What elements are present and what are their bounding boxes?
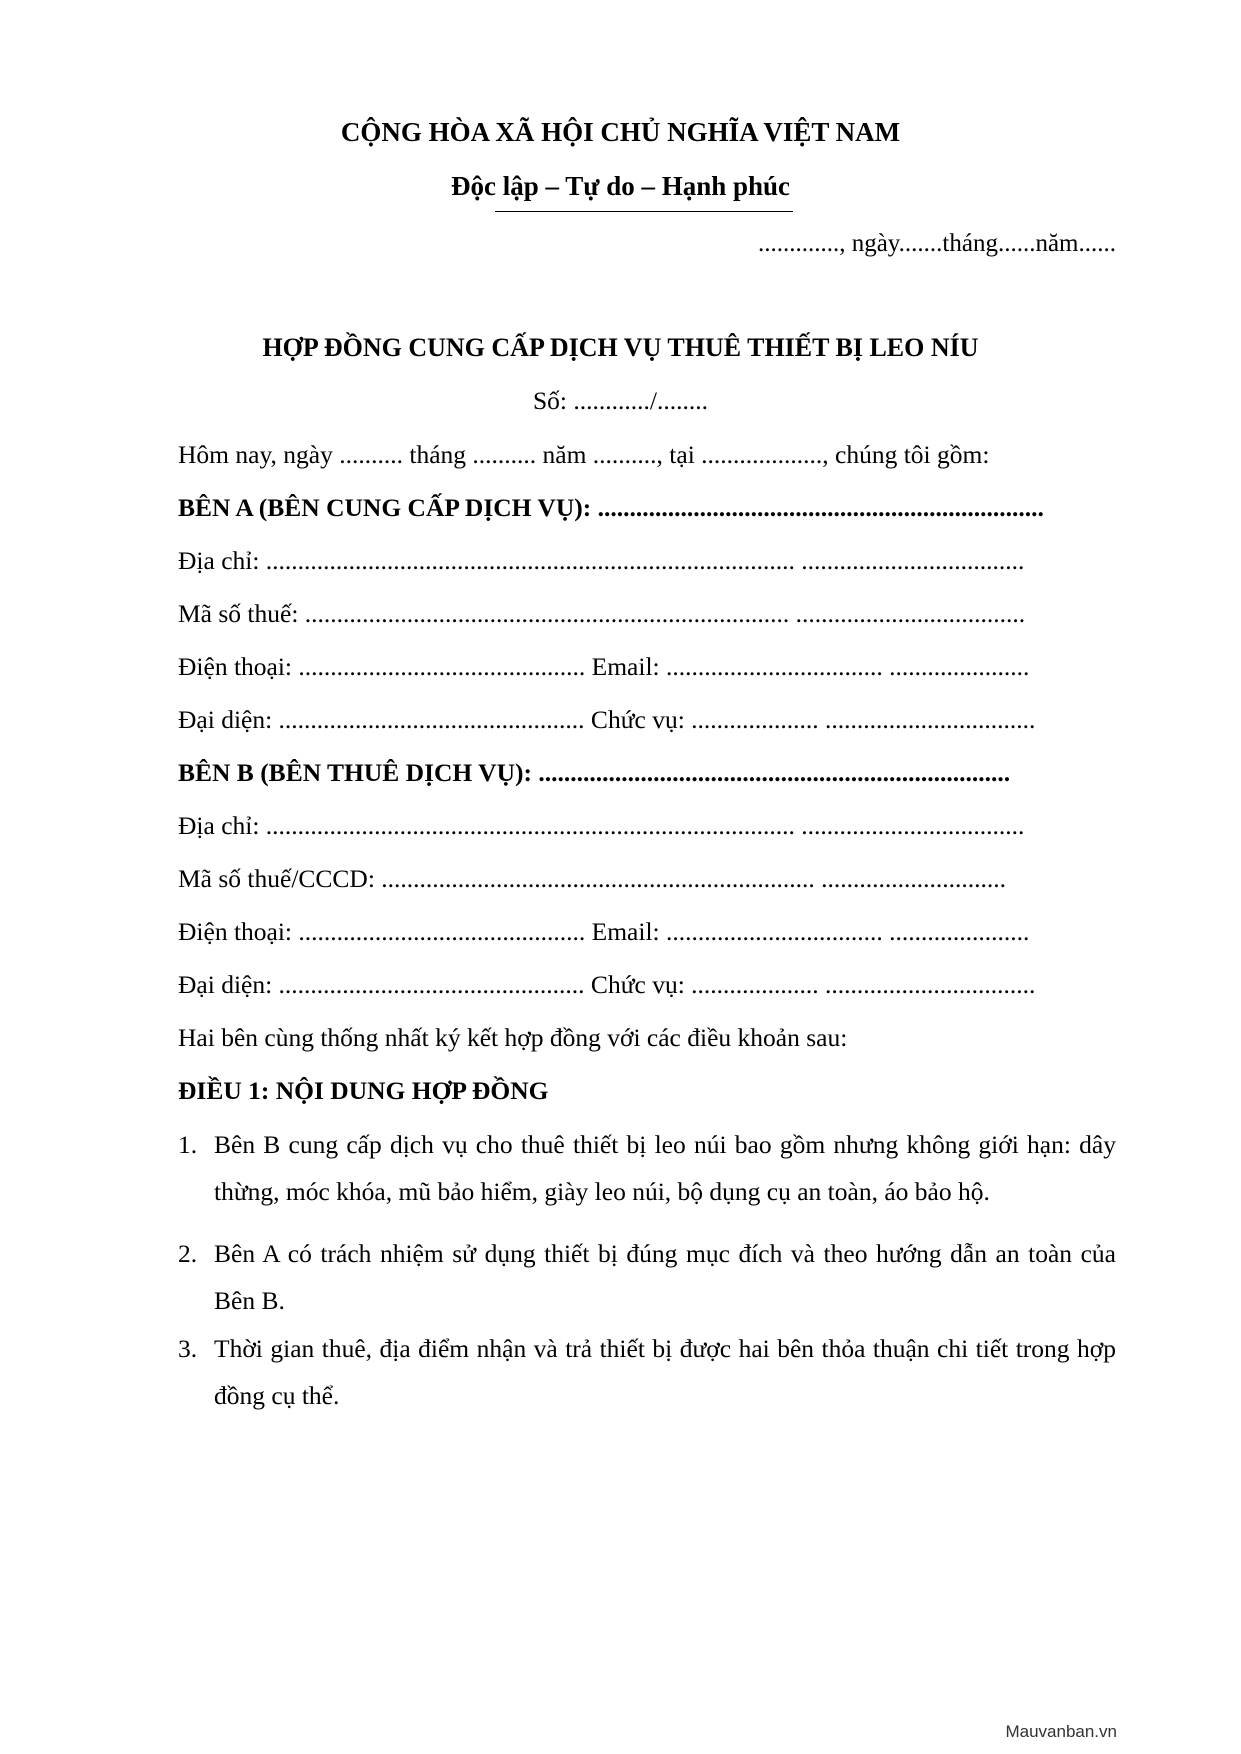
- list-item: [178, 1121, 1116, 1217]
- party-b-representative: Đại diện: ................................................ Chức vụ: .................... .................................: [178, 970, 1036, 999]
- party-a-representative: Đại diện: ................................................ Chức vụ: .................... .................................: [178, 705, 1036, 734]
- party-a-address: Địa chỉ: ................................................................................... ...................................: [178, 546, 1025, 575]
- agreement-line: Hai bên cùng thống nhất ký kết hợp đồng với các điều khoản sau:: [178, 1023, 848, 1052]
- contract-number: Số: ............/........: [533, 386, 708, 415]
- watermark: Mauvanban.vn: [1005, 1722, 1117, 1741]
- party-b-heading: BÊN B (BÊN THUÊ DỊCH VỤ): ..........................................................................: [178, 758, 1011, 787]
- list-item-number: 3.: [178, 1334, 198, 1363]
- party-a-phone-email: Điện thoại: ............................................. Email: .................................. ......................: [178, 652, 1030, 681]
- article-1-heading: ĐIỀU 1: NỘI DUNG HỢP ĐỒNG: [178, 1076, 549, 1105]
- list-item-text: Bên A có trách nhiệm sử dụng thiết bị đúng mục đích và theo hướng dẫn an toàn của Bên B.: [214, 1239, 1116, 1315]
- list-item-number: 1.: [178, 1130, 198, 1159]
- date-line: ............., ngày.......tháng......năm......: [757, 230, 1116, 257]
- list-item: [178, 1230, 1116, 1326]
- list-item-text: Bên B cung cấp dịch vụ cho thuê thiết bị leo núi bao gồm nhưng không giới hạn: dây thừng, móc khóa, mũ bảo hiểm, giày leo núi, bộ dụng cụ an toàn, áo bảo hộ.: [214, 1130, 1116, 1206]
- party-a-tax: Mã số thuế: ............................................................................ ....................................: [178, 599, 1026, 628]
- motto: Độc lập – Tự do – Hạnh phúc: [450, 171, 791, 201]
- motto-underline: [495, 211, 793, 212]
- list-item-text: Thời gian thuê, địa điểm nhận và trả thiết bị được hai bên thỏa thuận chi tiết trong hợp đồng cụ thể.: [214, 1334, 1116, 1410]
- party-b-tax: Mã số thuế/CCCD: .................................................................... .............................: [178, 864, 1007, 893]
- party-a-heading: BÊN A (BÊN CUNG CẤP DỊCH VỤ): ......................................................................: [178, 493, 1044, 522]
- party-b-address: Địa chỉ: ................................................................................... ...................................: [178, 811, 1025, 840]
- party-b-phone-email: Điện thoại: ............................................. Email: .................................. ......................: [178, 917, 1030, 946]
- national-title: CỘNG HÒA XÃ HỘI CHỦ NGHĨA VIỆT NAM: [340, 117, 901, 147]
- contract-title: HỢP ĐỒNG CUNG CẤP DỊCH VỤ THUÊ THIẾT BỊ LEO NÍU: [262, 333, 979, 362]
- list-item-number: 2.: [178, 1239, 198, 1268]
- list-item: [178, 1325, 1116, 1421]
- intro-line: Hôm nay, ngày .......... tháng .......... năm .........., tại ..................., chúng tôi gồm:: [178, 440, 990, 469]
